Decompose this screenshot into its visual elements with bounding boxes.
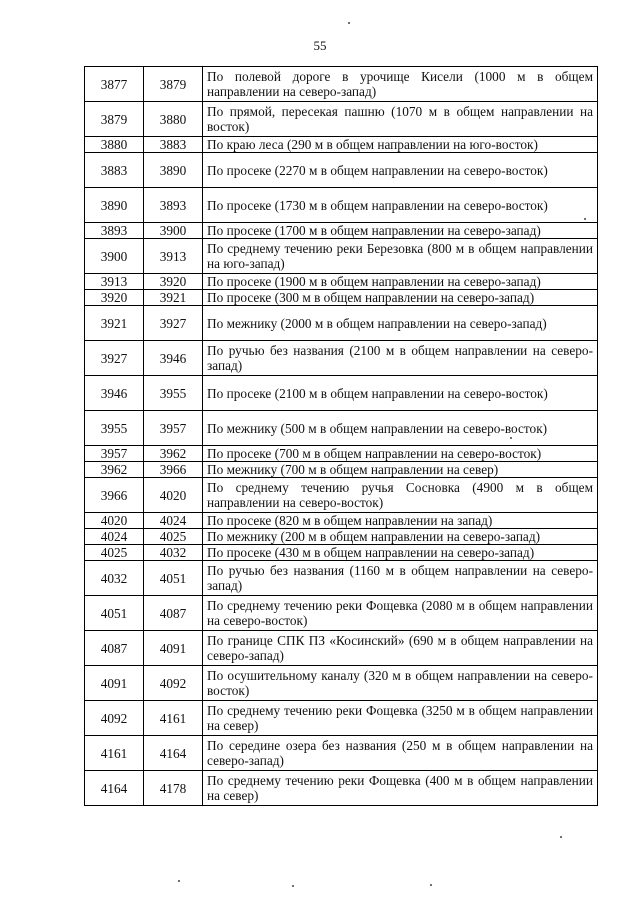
point-from-cell: 3879 — [85, 102, 144, 137]
point-to-cell: 3946 — [144, 341, 203, 376]
table-row — [85, 153, 598, 188]
table-row — [85, 596, 598, 631]
point-from-cell: 3900 — [85, 239, 144, 274]
route-description-cell: По просеке (820 м в общем направлении на запад) — [203, 513, 598, 529]
point-from-cell: 3913 — [85, 274, 144, 290]
point-to-cell: 3927 — [144, 306, 203, 341]
table-row — [85, 223, 598, 239]
point-to-cell: 3900 — [144, 223, 203, 239]
scan-speck — [178, 880, 180, 882]
point-to-cell: 3913 — [144, 239, 203, 274]
table-row — [85, 411, 598, 446]
scan-speck — [560, 836, 562, 838]
point-from-cell: 4164 — [85, 771, 144, 806]
table-row — [85, 188, 598, 223]
point-to-cell: 3957 — [144, 411, 203, 446]
route-description-cell: По просеке (430 м в общем направлении на северо-запад) — [203, 545, 598, 561]
point-to-cell: 4092 — [144, 666, 203, 701]
point-to-cell: 4178 — [144, 771, 203, 806]
table-row — [85, 137, 598, 153]
boundary-table — [84, 66, 598, 806]
point-from-cell: 4092 — [85, 701, 144, 736]
route-description-cell: По межнику (500 м в общем направлении на северо-восток) — [203, 411, 598, 446]
route-description-cell: По ручью без названия (2100 м в общем направлении на северо-запад) — [203, 341, 598, 376]
table-row — [85, 446, 598, 462]
route-description-cell: По границе СПК ПЗ «Косинский» (690 м в общем направлении на северо-запад) — [203, 631, 598, 666]
route-description-cell: По полевой дороге в урочище Кисели (1000 м в общем направлении на северо-запад) — [203, 67, 598, 102]
route-description-cell: По среднему течению реки Фощевка (400 м в общем направлении на север) — [203, 771, 598, 806]
boundary-table-body — [85, 67, 598, 806]
point-from-cell: 4087 — [85, 631, 144, 666]
table-row — [85, 274, 598, 290]
point-from-cell: 4025 — [85, 545, 144, 561]
point-to-cell: 3890 — [144, 153, 203, 188]
scan-speck — [292, 885, 294, 887]
route-description-cell: По просеке (1700 м в общем направлении на северо-запад) — [203, 223, 598, 239]
point-to-cell: 3880 — [144, 102, 203, 137]
point-from-cell: 4161 — [85, 736, 144, 771]
table-row — [85, 513, 598, 529]
point-from-cell: 3957 — [85, 446, 144, 462]
table-row — [85, 561, 598, 596]
table-row — [85, 341, 598, 376]
route-description-cell: По межнику (2000 м в общем направлении на северо-запад) — [203, 306, 598, 341]
point-to-cell: 4164 — [144, 736, 203, 771]
table-row — [85, 701, 598, 736]
point-from-cell: 3920 — [85, 290, 144, 306]
point-from-cell: 3955 — [85, 411, 144, 446]
point-from-cell: 3890 — [85, 188, 144, 223]
point-to-cell: 3966 — [144, 462, 203, 478]
scan-speck — [430, 884, 432, 886]
point-to-cell: 4051 — [144, 561, 203, 596]
point-to-cell: 3955 — [144, 376, 203, 411]
route-description-cell: По просеке (700 м в общем направлении на северо-восток) — [203, 446, 598, 462]
point-to-cell: 3883 — [144, 137, 203, 153]
point-from-cell: 3877 — [85, 67, 144, 102]
point-to-cell: 3962 — [144, 446, 203, 462]
route-description-cell: По просеке (1730 м в общем направлении на северо-восток) — [203, 188, 598, 223]
route-description-cell: По осушительному каналу (320 м в общем направлении на северо-восток) — [203, 666, 598, 701]
table-row — [85, 545, 598, 561]
table-row — [85, 666, 598, 701]
table-row — [85, 290, 598, 306]
point-to-cell: 4087 — [144, 596, 203, 631]
scan-speck — [348, 22, 350, 24]
point-to-cell: 4032 — [144, 545, 203, 561]
point-from-cell: 4024 — [85, 529, 144, 545]
table-row — [85, 306, 598, 341]
point-from-cell: 4020 — [85, 513, 144, 529]
table-row — [85, 478, 598, 513]
route-description-cell: По просеке (1900 м в общем направлении на северо-запад) — [203, 274, 598, 290]
point-from-cell: 3962 — [85, 462, 144, 478]
table-row — [85, 462, 598, 478]
table-row — [85, 376, 598, 411]
route-description-cell: По краю леса (290 м в общем направлении на юго-восток) — [203, 137, 598, 153]
table-row — [85, 239, 598, 274]
table-row — [85, 771, 598, 806]
point-to-cell: 4091 — [144, 631, 203, 666]
route-description-cell: По ручью без названия (1160 м в общем направлении на северо-запад) — [203, 561, 598, 596]
route-description-cell: По межнику (200 м в общем направлении на северо-запад) — [203, 529, 598, 545]
point-to-cell: 3879 — [144, 67, 203, 102]
route-description-cell: По среднему течению реки Фощевка (3250 м в общем направлении на север) — [203, 701, 598, 736]
table-row — [85, 736, 598, 771]
point-to-cell: 4024 — [144, 513, 203, 529]
route-description-cell: По просеке (2100 м в общем направлении на северо-восток) — [203, 376, 598, 411]
point-to-cell: 4161 — [144, 701, 203, 736]
point-to-cell: 3921 — [144, 290, 203, 306]
point-to-cell: 3920 — [144, 274, 203, 290]
point-from-cell: 3946 — [85, 376, 144, 411]
route-description-cell: По межнику (700 м в общем направлении на север) — [203, 462, 598, 478]
point-from-cell: 3893 — [85, 223, 144, 239]
point-to-cell: 3893 — [144, 188, 203, 223]
point-from-cell: 4051 — [85, 596, 144, 631]
point-from-cell: 4091 — [85, 666, 144, 701]
route-description-cell: По середине озера без названия (250 м в общем направлении на северо-запад) — [203, 736, 598, 771]
point-to-cell: 4025 — [144, 529, 203, 545]
route-description-cell: По просеке (300 м в общем направлении на северо-запад) — [203, 290, 598, 306]
scan-speck — [510, 437, 512, 439]
point-from-cell: 3927 — [85, 341, 144, 376]
page-number: 55 — [313, 38, 327, 53]
point-from-cell: 3921 — [85, 306, 144, 341]
point-from-cell: 4032 — [85, 561, 144, 596]
route-description-cell: По среднему течению ручья Сосновка (4900 м в общем направлении на северо-восток) — [203, 478, 598, 513]
route-description-cell: По среднему течению реки Березовка (800 м в общем направлении на юго-запад) — [203, 239, 598, 274]
route-description-cell: По прямой, пересекая пашню (1070 м в общем направлении на восток) — [203, 102, 598, 137]
table-row — [85, 67, 598, 102]
table-row — [85, 102, 598, 137]
point-from-cell: 3966 — [85, 478, 144, 513]
table-row — [85, 631, 598, 666]
point-from-cell: 3883 — [85, 153, 144, 188]
scan-speck — [584, 218, 586, 220]
route-description-cell: По просеке (2270 м в общем направлении на северо-восток) — [203, 153, 598, 188]
route-description-cell: По среднему течению реки Фощевка (2080 м в общем направлении на северо-восток) — [203, 596, 598, 631]
point-to-cell: 4020 — [144, 478, 203, 513]
table-row — [85, 529, 598, 545]
point-from-cell: 3880 — [85, 137, 144, 153]
